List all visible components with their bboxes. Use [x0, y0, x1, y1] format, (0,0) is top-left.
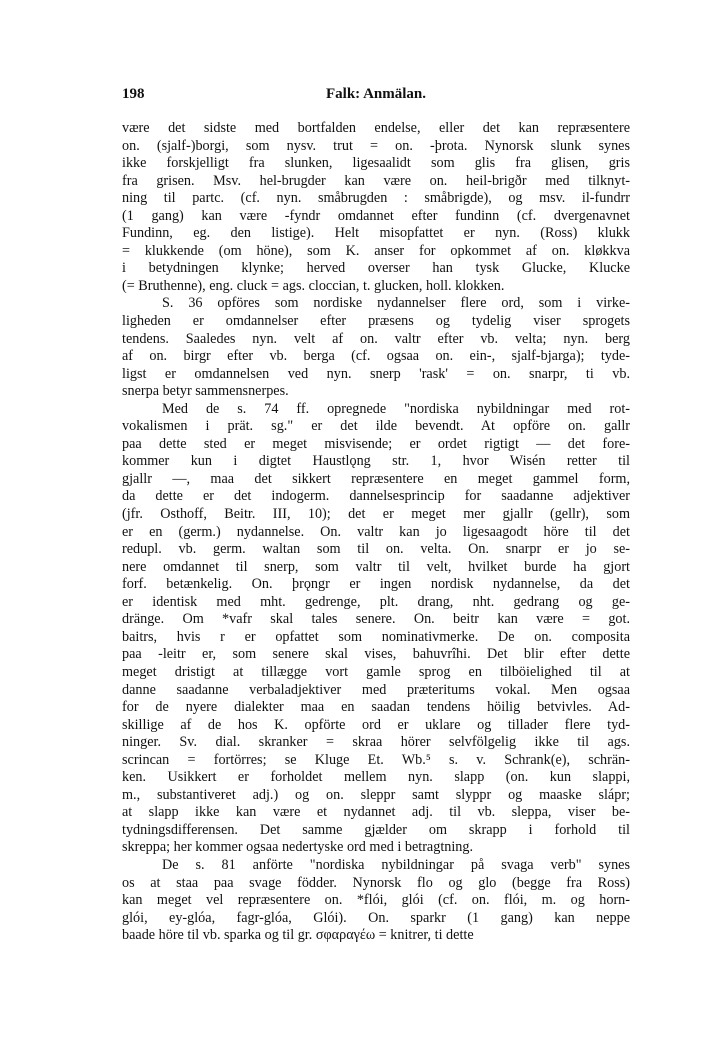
- text-line: redupl. vb. germ. waltan som til on. velta. On. snarpr er jo se-: [122, 541, 630, 558]
- text-line: danne saadanne verbaladjektiver med præteritums vokal. Men ogsaa: [122, 681, 630, 698]
- text-line: er identisk med mht. gedrenge, plt. drang, nht. gedrang og ge-: [122, 593, 630, 610]
- page-header: [122, 86, 630, 106]
- text-line: kommer kun i digtet Haustlǫng str. 1, hvor Wisén retter til: [122, 453, 630, 470]
- text-line: baitrs, hvis r er opfattet som nominativmerke. De on. composita: [122, 628, 630, 645]
- text-line: kan meget vel repræsentere on. *flói, glói (cf. on. flói, m. og horn-: [122, 892, 630, 909]
- text-line: (1 gang) kan være -fyndr omdannet efter fundinn (cf. dvergenavnet: [122, 207, 630, 224]
- page-number: 198: [122, 86, 145, 102]
- text-line: Fundinn, eg. den listige). Helt misopfattet er nyn. (Ross) klukk: [122, 225, 630, 242]
- text-line: af on. birgr efter vb. berga (cf. ogsaa on. ein-, sjalf-bjarga); tyde-: [122, 348, 630, 365]
- text-line: tydningsdifferensen. Det samme gjælder om skrapp i forhold til: [122, 821, 630, 838]
- text-line: paa dette sted er meget misvisende; er ordet rigtigt — det fore-: [122, 435, 630, 452]
- text-line: fra grisen. Msv. hel-brugder kan være on. heil-brigðr med tilknyt-: [122, 172, 630, 189]
- text-line: Med de s. 74 ff. opregnede "nordiska nybildningar med rot-: [162, 400, 630, 417]
- text-line: ligst er omdannelsen ved nyn. snerp 'rask' = on. snarpr, ti vb.: [122, 365, 630, 382]
- text-line: skreppa; her kommer ogsaa nedertyske ord med i betragtning.: [122, 839, 474, 856]
- running-title: Falk: Anmälan.: [325, 86, 427, 102]
- text-line: ken. Usikkert er forholdet mellem nyn. slapp (on. kun slappi,: [122, 769, 630, 786]
- text-line: ikke forskjelligt fra slunken, ligesaalidt som glis fra glisen, gris: [122, 155, 630, 172]
- text-line: glói, ey-glóa, fagr-glóa, Glói). On. sparkr (1 gang) kan neppe: [122, 909, 630, 926]
- text-line: (= Bruthenne), eng. cluck = ags. cloccian, t. glucken, holl. klokken.: [122, 277, 505, 294]
- text-line: dränge. Om *vafr skal tales senere. On. beitr kan være = got.: [122, 611, 630, 628]
- text-line: gjallr —, maa det sikkert repræsentere en meget gammel form,: [122, 470, 630, 487]
- text-line: ninger. Sv. dial. skranker = skraa hörer selvfölgelig ikke til ags.: [122, 734, 630, 751]
- text-line: være det sidste med bortfalden endelse, eller det kan repræsentere: [122, 120, 630, 136]
- text-line: i betydningen klynke; herved overser han tysk Glucke, Klucke: [122, 260, 630, 277]
- text-line: meget dristigt at tillægge vort gamle sprog en tilböielighed til at: [122, 663, 630, 680]
- text-line: ligheden er omdannelser efter præsens og tydelig viser sprogets: [122, 313, 630, 330]
- text-line: nere omdannet til snerp, som valtr til velt, hvilket burde ha gjort: [122, 558, 630, 575]
- text-line: scrincan = fortörres; se Kluge Et. Wb.⁵ s. v. Schrank(e), schrän-: [122, 751, 630, 768]
- text-line: (jfr. Osthoff, Beitr. III, 10); det er meget mer gjallr (gellr), som: [122, 506, 630, 523]
- text-line: ning til partc. (cf. nyn. småbrugden : småbrigde), og msv. il-fundrr: [122, 190, 630, 207]
- text-line: m., substantiveret adj.) og on. sleppr samt slyppr og maaske slápr;: [122, 786, 630, 803]
- text-line: for de nyere dialekter maa en saadan tendens höilig betvivles. Ad-: [122, 699, 630, 716]
- text-line: on. (sjalf-)borgi, som nysv. trut = on. -þrota. Nynorsk slunk synes: [122, 137, 630, 154]
- text-line: paa -leitr er, som senere skal vises, bahuvrîhi. Det blir efter dette: [122, 646, 630, 663]
- body-text: [122, 120, 630, 945]
- text-line: baade höre til vb. sparka og til gr. σφαραγέω = knitrer, ti dette: [122, 927, 474, 944]
- text-line: snerpa betyr sammensnerpes.: [122, 383, 289, 400]
- text-line: er en (germ.) nydannelse. On. valtr kan jo ligesaagodt höre til det: [122, 523, 630, 540]
- text-line: da dette er det indogerm. dannelsesprincip for saadanne adjektiver: [122, 488, 630, 505]
- text-line: skillige af de hos K. opförte ord er uklare og tillader flere tyd-: [122, 716, 630, 733]
- text-line: tendens. Saaledes nyn. velt af on. valtr efter vb. velta; nyn. berg: [122, 330, 630, 347]
- text-line: vokalismen i prät. sg." er det ilde bevendt. At opföre on. gallr: [122, 418, 630, 435]
- text-line: S. 36 opföres som nordiske nydannelser flere ord, som i virke-: [162, 295, 630, 312]
- text-line: os at staa paa svage födder. Nynorsk flo og glo (begge fra Ross): [122, 874, 630, 891]
- text-line: = klukkende (om höne), som K. anser for opkommet af on. kløkkva: [122, 242, 630, 259]
- text-line: De s. 81 anförte "nordiska nybildningar på svaga verb" synes: [162, 856, 630, 873]
- text-line: forf. betænkelig. On. þrǫngr er ingen nordisk nydannelse, da det: [122, 576, 630, 593]
- text-line: at slapp ikke kan være et nydannet adj. til vb. sleppa, viser be-: [122, 804, 630, 821]
